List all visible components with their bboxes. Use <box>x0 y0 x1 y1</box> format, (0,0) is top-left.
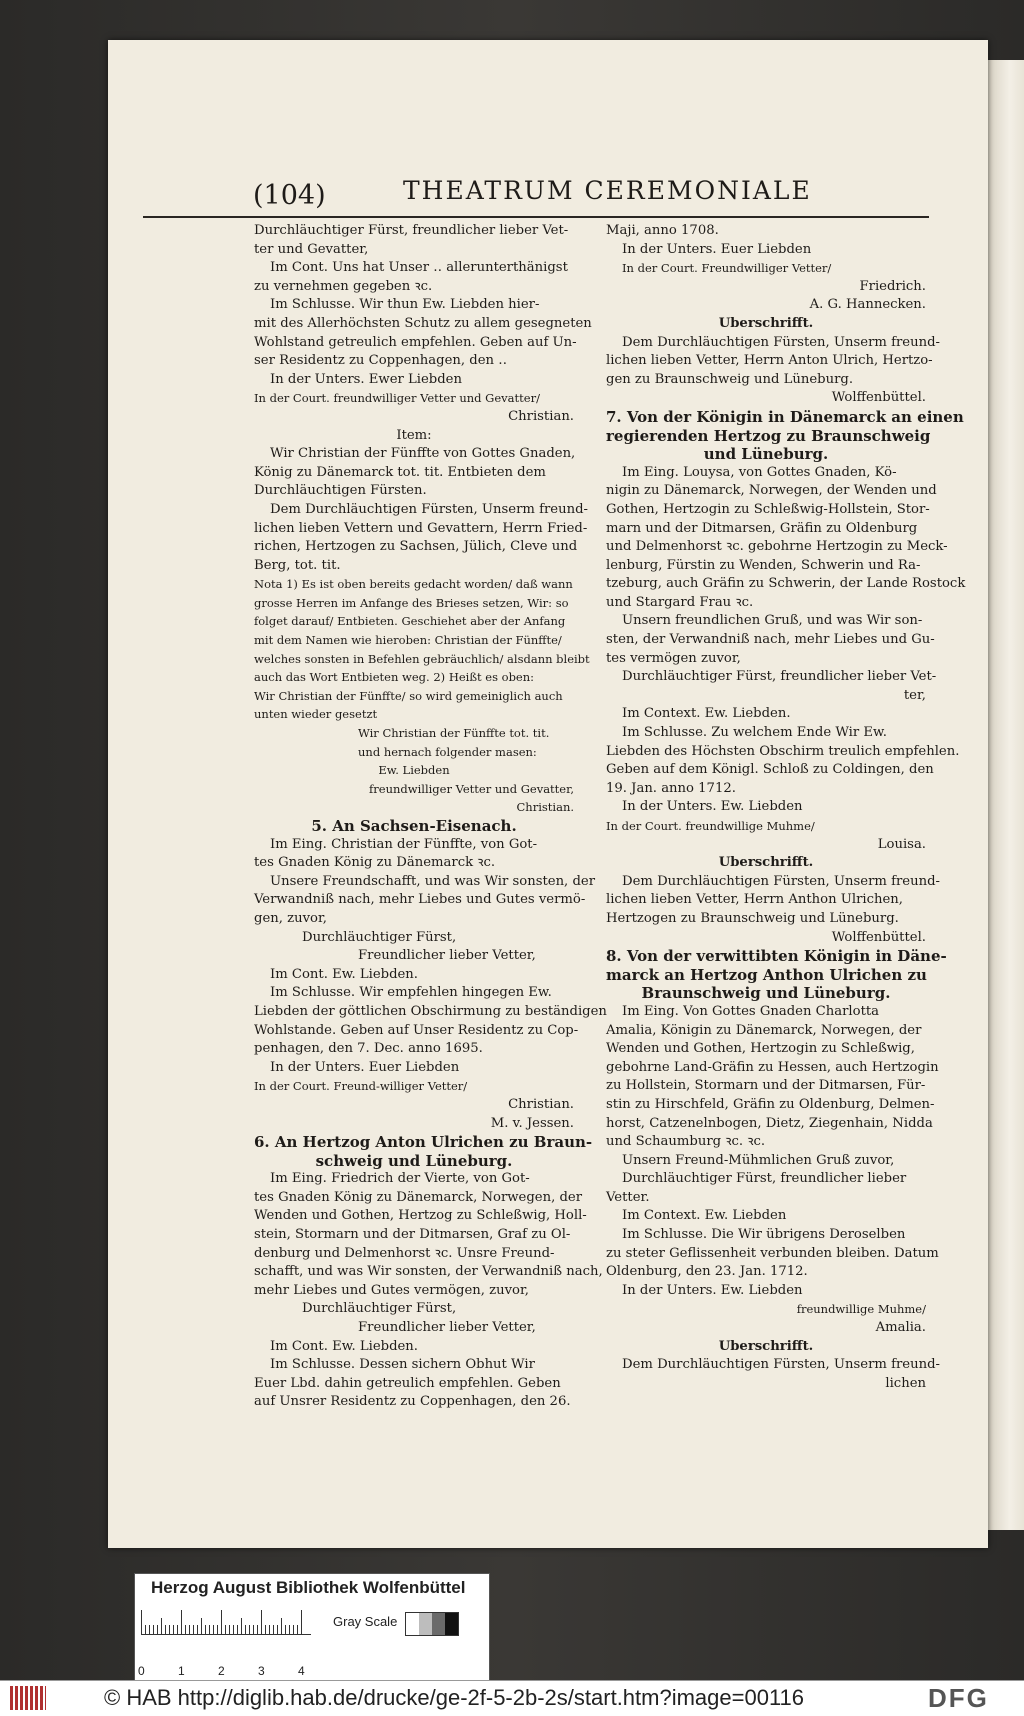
gray-scale-swatch <box>405 1612 459 1636</box>
text-line: gen, zuvor, <box>254 910 327 926</box>
text-line: Im Context. Ew. Liebden. <box>622 706 791 722</box>
text-line: A. G. Hannecken. <box>809 297 926 313</box>
text-line: Im Eing. Von Gottes Gnaden Charlotta <box>622 1003 880 1019</box>
page-header <box>143 176 929 218</box>
ruler-tick <box>237 1625 238 1634</box>
text-line: Im Eing. Louysa, von Gottes Gnaden, Kö- <box>622 464 897 480</box>
ruler-tick <box>185 1625 186 1634</box>
text-line: mehr Liebes und Gutes vermögen, zuvor, <box>254 1282 529 1298</box>
text-line: Unsern freundlichen Gruß, und was Wir son- <box>622 613 923 629</box>
text-line: lichen lieben Vettern und Gevattern, Herrn Fried- <box>254 520 588 536</box>
text-line: welches sonsten in Befehlen gebräuchlich/ alsdann bleibt <box>254 651 590 666</box>
ruler-tick <box>213 1625 214 1634</box>
scale-ruler <box>141 1608 311 1635</box>
ruler-tick <box>233 1625 234 1634</box>
ruler-tick <box>301 1610 302 1634</box>
ruler-tick <box>153 1625 154 1634</box>
text-line: Durchläuchtigen Fürsten. <box>254 483 427 499</box>
page-edge <box>988 60 1024 1530</box>
text-line: tes Gnaden König zu Dänemarck ꝛc. <box>254 855 496 871</box>
ruler-tick <box>177 1625 178 1634</box>
text-line: lichen lieben Vetter, Herrn Anton Ulrich, Hertzo- <box>606 353 933 369</box>
text-line: marn und der Ditmarsen, Gräfin zu Oldenburg <box>606 520 918 536</box>
text-line: sten, der Verwandniß nach, mehr Liebes und Gu- <box>606 632 935 648</box>
ruler-tick <box>225 1625 226 1634</box>
ruler-tick <box>265 1625 266 1634</box>
source-url[interactable]: © HAB http://diglib.hab.de/drucke/ge-2f-5-2b-2s/start.htm?image=00116 <box>104 1685 805 1710</box>
text-line: Durchläuchtiger Fürst, freundlicher lieber Vet- <box>622 669 937 685</box>
text-line: Geben auf dem Königl. Schloß zu Coldingen, den <box>606 762 934 778</box>
ruler-tick <box>165 1625 166 1634</box>
ruler-tick <box>297 1625 298 1634</box>
text-line: Unsere Freundschafft, und was Wir sonsten, der <box>270 873 595 889</box>
text-line: Im Eing. Friedrich der Vierte, von Got- <box>270 1171 530 1187</box>
text-line: 5. An Sachsen-Eisenach. <box>311 817 517 835</box>
library-name: Herzog August Bibliothek Wolfenbüttel <box>151 1578 466 1597</box>
text-line: gen zu Braunschweig und Lüneburg. <box>606 371 854 387</box>
text-line: In der Court. freundwilliger Vetter und Gevatter/ <box>254 391 540 406</box>
text-line: In der Court. Freundwilliger Vetter/ <box>622 261 832 276</box>
ruler-tick <box>145 1625 146 1634</box>
text-line: folget darauf/ Entbieten. Geschiehet aber der Anfang <box>254 614 566 629</box>
ruler-tick <box>197 1625 198 1634</box>
text-line: richen, Hertzogen zu Sachsen, Jülich, Cleve und <box>254 539 578 555</box>
text-line: Freundlicher lieber Vetter, <box>358 1320 536 1336</box>
ruler-tick <box>173 1625 174 1634</box>
text-line: Durchläuchtiger Fürst, <box>302 1301 457 1317</box>
text-line: Durchläuchtiger Fürst, <box>302 929 457 945</box>
text-line: 19. Jan. anno 1712. <box>606 780 736 796</box>
ruler-tick <box>193 1625 194 1634</box>
text-line: König zu Dänemarck tot. tit. Entbieten dem <box>254 464 546 480</box>
text-line: Durchläuchtiger Fürst, freundlicher lieber Vet- <box>254 223 569 238</box>
text-line: ter und Gevatter, <box>254 241 369 257</box>
footer-bar <box>0 1680 1024 1716</box>
text-line: lichen lieben Vetter, Herrn Anthon Ulrichen, <box>606 892 903 908</box>
text-line: Friedrich. <box>859 278 926 294</box>
text-line: In der Unters. Euer Liebden <box>622 241 812 257</box>
text-line: Christian. <box>508 1096 574 1112</box>
ruler-number: 4 <box>298 1664 305 1678</box>
text-line: marck an Hertzog Anthon Ulrichen zu <box>606 965 927 984</box>
ruler-tick <box>281 1618 282 1634</box>
ruler-tick <box>229 1625 230 1634</box>
text-line: Im Cont. Uns hat Unser ‥ allerunterthänigst <box>270 260 568 276</box>
ruler-tick <box>161 1618 162 1634</box>
text-line: In der Court. Freund-williger Vetter/ <box>254 1079 468 1094</box>
text-line: In der Unters. Ew. Liebden <box>622 1282 803 1298</box>
ruler-tick <box>269 1625 270 1634</box>
text-line: auch das Wort Entbieten weg. 2) Heißt es oben: <box>254 670 535 685</box>
text-line: Wir Christian der Fünffte von Gottes Gnaden, <box>270 446 576 462</box>
ruler-tick <box>261 1610 262 1634</box>
text-line: auf Unsrer Residentz zu Coppenhagen, den 26. <box>254 1394 571 1410</box>
text-line: unten wieder gesetzt <box>254 707 378 722</box>
left-text-column <box>254 222 607 1412</box>
text-line: horst, Catzenelnbogen, Dietz, Ziegenhain, Nidda <box>606 1115 933 1131</box>
text-line: stin zu Hirschfeld, Gräfin zu Oldenburg, Delmen- <box>606 1096 935 1112</box>
text-line: Braunschweig und Lüneburg. <box>641 984 891 1003</box>
ruler-tick <box>249 1625 250 1634</box>
text-line: In der Unters. Ew. Liebden <box>622 799 803 815</box>
text-line: Wohlstande. Geben auf Unser Residentz zu Cop- <box>254 1022 579 1038</box>
text-line: tes vermögen zuvor, <box>606 650 741 666</box>
text-line: Nota 1) Es ist oben bereits gedacht worden/ daß wann <box>254 577 573 592</box>
text-line: und hernach folgender masen: <box>358 744 537 759</box>
text-line: Im Cont. Ew. Liebden. <box>270 1338 418 1354</box>
text-line: Wenden und Gothen, Hertzog zu Schleßwig, Holl- <box>254 1208 587 1224</box>
text-line: In der Court. freundwillige Muhme/ <box>606 819 815 833</box>
ruler-tick <box>285 1625 286 1634</box>
ruler-number: 1 <box>178 1664 185 1678</box>
text-line: Wenden und Gothen, Hertzogin zu Schleßwig, <box>606 1041 915 1057</box>
text-line: Wolffenbüttel. <box>831 390 926 406</box>
text-line: Amalia, Königin zu Dänemarck, Norwegen, der <box>606 1022 922 1038</box>
text-line: Amalia. <box>875 1320 926 1336</box>
text-line: zu vernehmen gegeben ꝛc. <box>254 278 433 294</box>
text-line: Im Schlusse. Die Wir übrigens Deroselben <box>622 1227 906 1243</box>
text-line: stein, Stormarn und der Ditmarsen, Graf zu Ol- <box>254 1227 571 1243</box>
text-line: lichen <box>885 1375 926 1391</box>
ruler-tick <box>205 1625 206 1634</box>
text-line: In der Unters. Euer Liebden <box>270 1059 460 1075</box>
text-line: freundwillige Muhme/ <box>796 1302 926 1317</box>
text-line: 7. Von der Königin in Dänemarck an einen <box>606 407 964 426</box>
text-line: Christian. <box>508 408 574 424</box>
ruler-tick <box>169 1625 170 1634</box>
text-line: lenburg, Fürstin zu Wenden, Schwerin und Ra- <box>606 557 921 573</box>
text-line: Gothen, Hertzogin zu Schleßwig-Hollstein, Stor- <box>606 501 930 517</box>
text-line: Im Schlusse. Wir thun Ew. Liebden hier- <box>270 297 540 313</box>
ruler-number: 0 <box>138 1664 145 1678</box>
text-line: schafft, und was Wir sonsten, der Verwandniß nach, <box>254 1264 603 1280</box>
text-line: mit des Allerhöchsten Schutz zu allem gesegneten <box>254 315 592 331</box>
text-line: Unsern Freund-Mühmlichen Gruß zuvor, <box>622 1152 895 1168</box>
ruler-tick <box>141 1610 142 1634</box>
text-line: grosse Herren im Anfange des Brieses setzen, Wir: so <box>254 595 569 610</box>
text-line: Im Schlusse. Wir empfehlen hingegen Ew. <box>270 985 552 1001</box>
text-line: Dem Durchläuchtigen Fürsten, Unserm freund- <box>622 334 940 350</box>
text-line: Freundlicher lieber Vetter, <box>358 948 536 964</box>
text-line: Item: <box>396 427 432 443</box>
text-line: penhagen, den 7. Dec. anno 1695. <box>254 1041 483 1057</box>
hab-logo-icon <box>10 1686 46 1710</box>
text-line: Christian. <box>516 800 574 815</box>
text-line: Dem Durchläuchtigen Fürsten, Unserm freund- <box>270 501 588 517</box>
text-line: Im Schlusse. Dessen sichern Obhut Wir <box>270 1357 535 1373</box>
text-line: In der Unters. Ewer Liebden <box>270 371 462 387</box>
ruler-tick <box>157 1625 158 1634</box>
text-line: gebohrne Land-Gräfin zu Hessen, auch Hertzogin <box>606 1059 939 1075</box>
text-line: und Delmenhorst ꝛc. gebohrne Hertzogin zu Meck- <box>606 539 948 555</box>
ruler-tick <box>221 1610 222 1634</box>
text-line: regierenden Hertzog zu Braunschweig <box>606 426 931 445</box>
text-line: Hertzogen zu Braunschweig und Lüneburg. <box>606 910 899 926</box>
page-number: (104) <box>253 180 326 211</box>
ruler-number: 3 <box>258 1664 265 1678</box>
ruler-tick <box>277 1625 278 1634</box>
text-line: Liebden der göttlichen Obschirmung zu beständigen <box>254 1003 607 1019</box>
text-line: Oldenburg, den 23. Jan. 1712. <box>606 1264 808 1280</box>
ruler-tick <box>257 1625 258 1634</box>
text-line: Berg, tot. tit. <box>254 557 341 573</box>
text-line: Durchläuchtiger Fürst, freundlicher lieber <box>622 1171 907 1187</box>
text-line: ser Residentz zu Coppenhagen, den ‥ <box>254 353 508 369</box>
text-line: Wir Christian der Fünffte/ so wird gemeiniglich auch <box>254 688 563 703</box>
ruler-tick <box>293 1625 294 1634</box>
ruler-tick <box>201 1618 202 1634</box>
ruler-tick <box>209 1625 210 1634</box>
ruler-tick <box>241 1618 242 1634</box>
text-line: Euer Lbd. dahin getreulich empfehlen. Geben <box>254 1375 561 1391</box>
ruler-tick <box>149 1625 150 1634</box>
text-line: Liebden des Höchsten Obschirm treulich empfehlen. <box>606 743 960 759</box>
ruler-tick <box>245 1625 246 1634</box>
ruler-number: 2 <box>218 1664 225 1678</box>
ruler-tick <box>181 1610 182 1634</box>
gray-scale-label: Gray Scale <box>333 1614 398 1629</box>
text-line: Ew. Liebden <box>378 763 450 778</box>
text-line: 8. Von der verwittibten Königin in Däne- <box>606 947 947 966</box>
text-line: Louisa. <box>877 836 926 852</box>
text-line: und Lüneburg. <box>703 445 829 464</box>
dfg-logo: DFG <box>928 1683 989 1713</box>
text-line: Dem Durchläuchtigen Fürsten, Unserm freund- <box>622 1357 940 1373</box>
text-line: Wir Christian der Fünffte tot. tit. <box>358 726 550 741</box>
text-line: Wohlstand getreulich empfehlen. Geben auf Un- <box>254 334 577 350</box>
right-text-column <box>606 222 966 1393</box>
text-line: nigin zu Dänemarck, Norwegen, der Wenden und <box>606 483 937 499</box>
ruler-tick <box>217 1625 218 1634</box>
text-line: Im Context. Ew. Liebden <box>622 1208 787 1224</box>
text-line: Wolffenbüttel. <box>831 929 926 945</box>
text-line: Im Cont. Ew. Liebden. <box>270 966 418 982</box>
text-line: freundwilliger Vetter und Gevatter, <box>369 781 574 796</box>
running-title: THEATRUM CEREMONIALE <box>403 176 812 205</box>
text-line: Maji, anno 1708. <box>606 223 719 238</box>
text-line: Im Schlusse. Zu welchem Ende Wir Ew. <box>622 725 887 741</box>
ruler-tick <box>253 1625 254 1634</box>
text-line: zu steter Geflissenheit verbunden bleiben. Datum <box>606 1245 939 1261</box>
text-line: Verwandniß nach, mehr Liebes und Gutes vermö- <box>254 892 586 908</box>
text-line: Uberschrifft. <box>718 315 814 331</box>
text-line: zu Hollstein, Stormarn und der Ditmarsen, Für- <box>606 1078 926 1094</box>
ruler-tick <box>273 1625 274 1634</box>
text-line: schweig und Lüneburg. <box>315 1151 513 1170</box>
text-line: 6. An Hertzog Anton Ulrichen zu Braun- <box>254 1133 593 1152</box>
text-line: Uberschrifft. <box>718 1338 814 1354</box>
text-line: und Stargard Frau ꝛc. <box>606 594 754 610</box>
text-line: tes Gnaden König zu Dänemarck, Norwegen, der <box>254 1189 583 1205</box>
text-line: und Schaumburg ꝛc. ꝛc. <box>606 1134 766 1150</box>
text-line: tzeburg, auch Gräfin zu Schwerin, der Lande Rostock <box>606 576 966 592</box>
ruler-tick <box>289 1625 290 1634</box>
text-line: mit dem Namen wie hieroben: Christian der Fünffte/ <box>254 633 562 648</box>
library-color-card <box>134 1573 490 1691</box>
text-line: ter, <box>903 687 926 703</box>
text-line: denburg und Delmenhorst ꝛc. Unsre Freund- <box>254 1245 555 1261</box>
text-line: Im Eing. Christian der Fünffte, von Got- <box>270 836 538 852</box>
text-line: Vetter. <box>606 1189 650 1205</box>
text-line: Dem Durchläuchtigen Fürsten, Unserm freund- <box>622 873 940 889</box>
text-line: M. v. Jessen. <box>490 1115 574 1131</box>
ruler-tick <box>189 1625 190 1634</box>
text-line: Uberschrifft. <box>718 855 814 871</box>
